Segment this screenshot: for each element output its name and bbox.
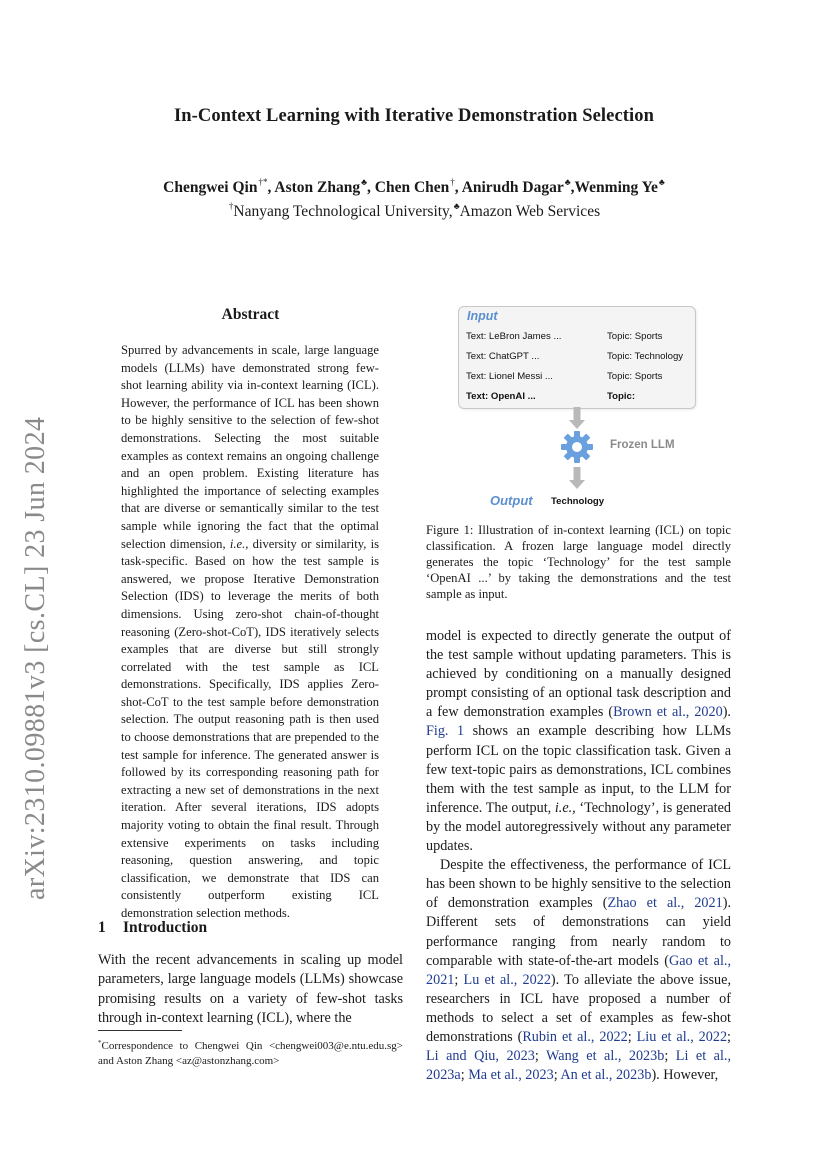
citation-link[interactable]: Gao et al., 2021 <box>426 952 731 988</box>
abstract-body <box>121 342 379 923</box>
footnote <box>98 1036 403 1069</box>
body-text: ). <box>722 704 731 721</box>
section-title: Introduction <box>123 919 208 936</box>
abstract-italic: i.e., <box>229 536 249 551</box>
author-mark: †* <box>258 177 268 187</box>
citation-separator: ; <box>627 1028 637 1045</box>
author-mark: ♣ <box>658 177 665 187</box>
abstract-text: Spurred by advancements in scale, large language models (LLMs) have demonstrated strong few-shot learning ability via in-context learning (ICL). However, the performance of ICL has been shown to be highly sensitive to the selection of few-shot demonstrations. Selecting the most suitable examples as context remains an ongoing challenge and an open problem. Existing literature has highlighted the importance of selecting examples that are diverse or semantically similar to the test sample while ignoring the fact that the optimal selection dimension, <box>121 343 379 551</box>
body-text: ). To alleviate the above issue, researchers in ICL have proposed a number of methods to select a set of examples as few-shot demonstrations ( <box>426 971 731 1045</box>
right-column-body <box>426 627 731 1085</box>
body-text: model is expected to directly generate the output of the test sample without updating parameters. This is achieved by conditioning on a manually designed prompt consisting of an optional task description and a few demonstration examples ( <box>426 628 731 721</box>
affiliations <box>0 201 828 221</box>
figure-demo-topic: Topic: Technology <box>607 351 684 362</box>
author-name: Anirudh Dagar <box>461 179 564 196</box>
figure-output-value: Technology <box>551 496 605 507</box>
citation-link[interactable]: Rubin et al., 2022 <box>522 1028 628 1045</box>
author-mark: † <box>450 177 455 187</box>
paragraph <box>426 627 731 856</box>
body-text: shows an example describing how LLMs perform ICL on the topic classification task. Given a few text-topic pairs as demonstrations, ICL combines them with the test sample as input, to the LLM for inference. The output, <box>426 723 731 816</box>
paragraph <box>426 856 731 1085</box>
figure-demo-text: Text: Lionel Messi ... <box>466 371 553 382</box>
affiliation-org: Amazon Web Services <box>459 203 601 220</box>
author-mark: ♣ <box>361 177 368 187</box>
citation-link[interactable]: Wang et al., 2023b <box>546 1048 665 1065</box>
figure-output-label: Output <box>490 493 533 508</box>
author-name: Aston Zhang <box>274 179 361 196</box>
author-list: Chengwei Qin†*, Aston Zhang♣, Chen Chen†, Anirudh Dagar♣,Wenming Ye♣ <box>163 177 665 196</box>
citation-separator: ; <box>454 971 464 988</box>
citation-separator: ; <box>553 1067 561 1084</box>
body-text: ). Different sets of demonstrations can yield performance ranging from nearly random to comparable with state-of-the-art models ( <box>426 895 731 969</box>
paper-title: In-Context Learning with Iterative Demonstration Selection <box>173 106 655 126</box>
citation-link[interactable]: An et al., 2023b <box>560 1067 652 1084</box>
footnote-mark: * <box>98 1039 102 1047</box>
citation-link[interactable]: Li and Qiu, 2023 <box>426 1048 535 1065</box>
citation-separator: ; <box>460 1067 469 1084</box>
arxiv-identifier: arXiv:2310.09881v3 [cs.CL] 23 Jun 2024 <box>20 416 51 900</box>
citation-link[interactable]: Lu et al., 2022 <box>463 971 551 988</box>
figure-model-label: Frozen LLM <box>610 439 675 451</box>
footnote-text: Correspondence to Chengwei Qin <chengwei003@e.ntu.edu.sg> and Aston Zhang <az@astonzhang.com> <box>98 1040 403 1067</box>
author-name: Wenming Ye <box>574 179 658 196</box>
affiliation-mark: † <box>228 201 234 211</box>
gear-icon <box>561 431 593 463</box>
abstract-text: diversity or similarity, is task-specific. Based on how the test sample is answered, we propose Iterative Demonstration Selection (IDS) to leverage the merits of both dimensions. Using zero-shot chain-of-thought reasoning (Zero-shot-CoT), IDS iteratively selects examples that are diverse but still strongly correlated with the test sample as ICL demonstrations. Specifically, IDS applies Zero-shot-CoT to the test sample before demonstration selection. The output reasoning path is then used to choose demonstrations that are prepended to the test sample for inference. The generated answer is followed by its corresponding reasoning path for extracting a new set of demonstrations in the next iteration. After several iterations, IDS adopts majority voting to obtain the final result. Through extensive experiments on tasks including reasoning, question answering, and topic classification, we demonstrate that IDS can consistently outperform existing ICL demonstration selection methods. <box>121 536 379 920</box>
citation-link[interactable]: Ma et al., 2023 <box>468 1067 554 1084</box>
citation-separator: ; <box>534 1048 547 1065</box>
figure-test-topic: Topic: <box>607 391 636 402</box>
figure-demo-topic: Topic: Sports <box>607 331 663 342</box>
citation-link[interactable]: Li et al., 2023a <box>426 1048 731 1084</box>
affiliation-org: Nanyang Technological University, <box>233 203 453 220</box>
citation-link[interactable]: Brown et al., 2020 <box>613 704 723 721</box>
arrow-down-icon <box>569 407 585 429</box>
figure-demo-text: Text: LeBron James ... <box>466 331 562 342</box>
body-text: ‘Technology’, is generated by the model autoregressively without any parameter updates. <box>426 799 731 855</box>
figure-demo-topic: Topic: Sports <box>607 371 663 382</box>
abstract-heading: Abstract <box>221 306 280 323</box>
figure-demo-text: Text: ChatGPT ... <box>466 351 540 362</box>
section-heading-introduction <box>98 919 207 937</box>
author-name: Chen Chen <box>374 179 450 196</box>
section-number: 1 <box>98 919 106 936</box>
figure-input-label: Input <box>467 309 498 323</box>
introduction-body: With the recent advancements in scaling up model parameters, large language models (LLMs) showcase promising results on a variety of few-shot tasks through in-context learning (ICL), where the <box>98 952 403 1026</box>
citation-link[interactable]: Liu et al., 2022 <box>636 1028 728 1045</box>
citation-separator: ; <box>727 1028 731 1045</box>
author-mark: ♣ <box>564 177 571 187</box>
affiliation-mark: ♣ <box>453 201 460 211</box>
figure-flow-graphic <box>560 405 600 497</box>
body-italic: i.e., <box>554 799 576 816</box>
arrow-down-icon <box>569 467 585 489</box>
citation-separator: ; <box>664 1048 676 1065</box>
figure-test-text: Text: OpenAI ... <box>466 391 536 402</box>
body-text: Despite the effectiveness, the performance of ICL has been shown to be highly sensitive to the selection of demonstration examples ( <box>426 857 731 912</box>
footnote-rule <box>98 1030 182 1031</box>
body-text: ). However, <box>651 1067 719 1084</box>
figure-caption: Figure 1: Illustration of in-context learning (ICL) on topic classification. A frozen large language model directly generates the topic ‘Technology’ for the test sample ‘OpenAI ...’ by taking the demonstrations and the test sample as input. <box>426 523 731 601</box>
figure-reference-link[interactable]: Fig. 1 <box>426 723 465 740</box>
citation-link[interactable]: Zhao et al., 2021 <box>607 895 723 912</box>
author-name: Chengwei Qin <box>163 179 258 196</box>
